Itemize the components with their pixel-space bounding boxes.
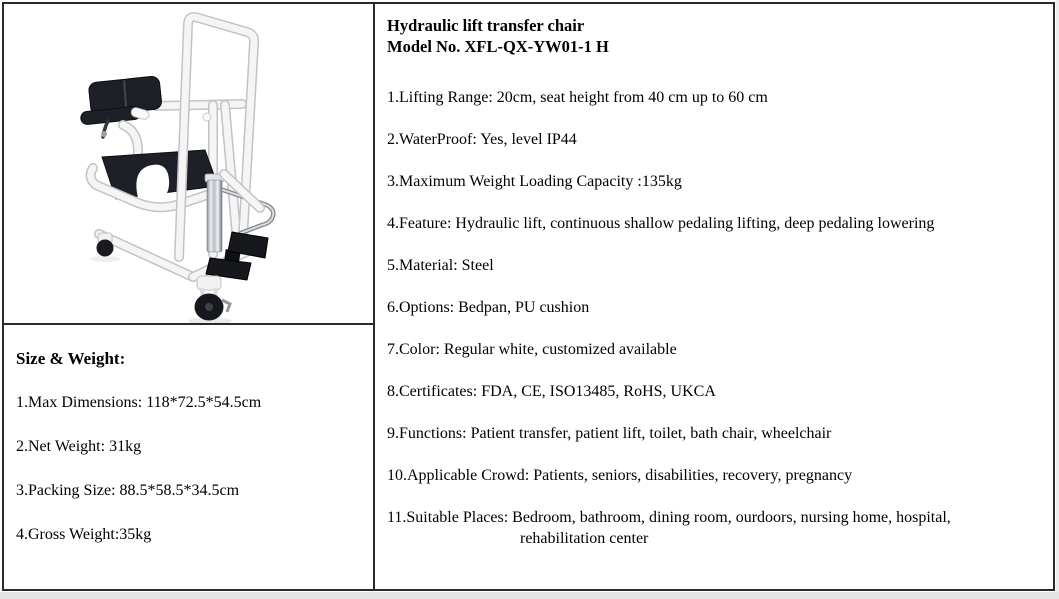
spec-item-11-line1: 11.Suitable Places: Bedroom, bathroom, dining room, ourdoors, nursing home, hospital, [387,509,951,526]
spec-item-3: 3.Maximum Weight Loading Capacity :135kg [387,173,682,190]
hydraulic-cylinder [205,174,224,252]
page-edge-strip-bottom [0,592,1059,599]
size-weight-item-4: 4.Gross Weight:35kg [16,526,152,543]
spec-item-2: 2.WaterProof: Yes, level IP44 [387,131,577,148]
size-weight-item-1: 1.Max Dimensions: 118*72.5*54.5cm [16,394,262,411]
product-image-cell [4,4,373,325]
size-weight-item-2: 2.Net Weight: 31kg [16,438,142,455]
lever-pin [101,131,107,137]
spec-item-4: 4.Feature: Hydraulic lift, continuous shallow pedaling lifting, deep pedaling lowering [387,215,935,232]
size-weight-cell [4,325,373,589]
frame-knob [203,113,211,121]
chair-backrest [77,76,163,125]
specifications-cell [375,4,1053,589]
spec-item-11-line2: rehabilitation center [520,530,649,547]
size-weight-heading: Size & Weight: [16,349,126,368]
product-model: Model No. XFL-QX-YW01-1 H [387,37,609,56]
left-column [4,4,375,589]
spec-item-10: 10.Applicable Crowd: Patients, seniors, disabilities, recovery, pregnancy [387,467,853,484]
spec-item-11 [387,508,1043,550]
spec-item-6: 6.Options: Bedpan, PU cushion [387,299,590,316]
product-photo [4,4,373,323]
spec-item-9: 9.Functions: Patient transfer, patient lift, toilet, bath chair, wheelchair [387,425,832,442]
spec-item-5: 5.Material: Steel [387,257,494,274]
spec-item-8: 8.Certificates: FDA, CE, ISO13485, RoHS, UKCA [387,383,716,400]
spec-item-1: 1.Lifting Range: 20cm, seat height from 40 cm up to 60 cm [387,89,768,106]
size-weight-item-3: 3.Packing Size: 88.5*58.5*34.5cm [16,482,240,499]
spec-table [2,2,1055,591]
spec-item-7: 7.Color: Regular white, customized available [387,341,677,358]
product-title: Hydraulic lift transfer chair [387,16,585,35]
